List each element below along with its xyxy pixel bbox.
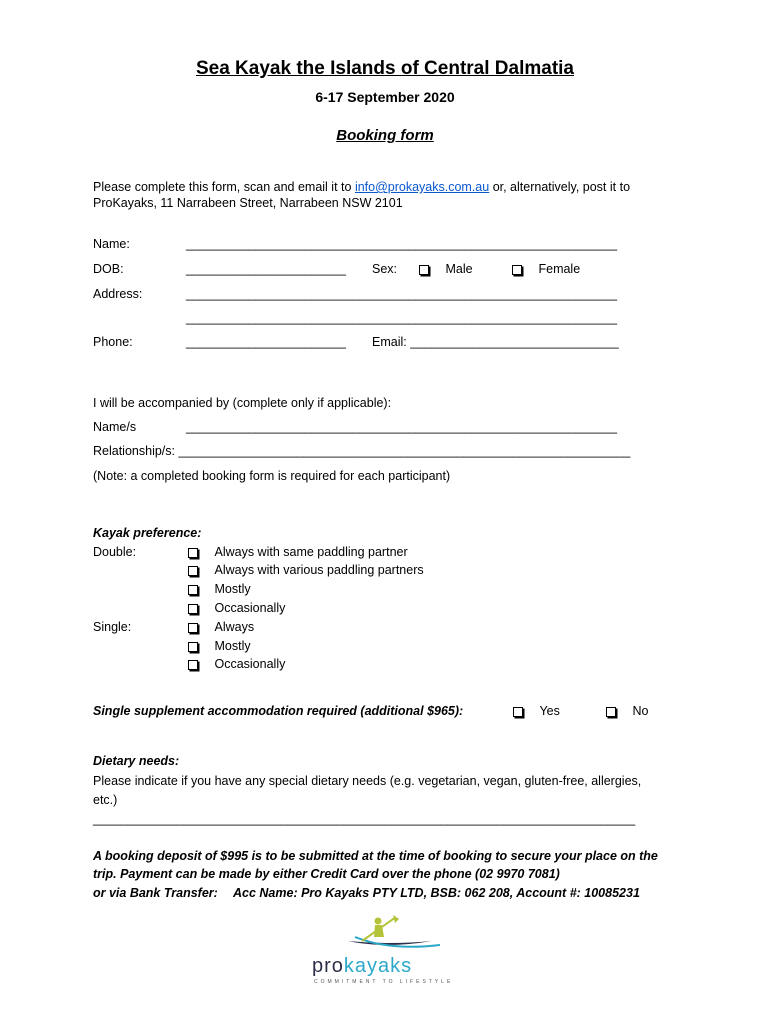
postal-address: ProKayaks, 11 Narrabeen Street, Narrabeen NSW 2101: [93, 196, 403, 210]
supplement-no-option[interactable]: [606, 704, 648, 718]
double-option[interactable]: [188, 563, 424, 577]
name-field[interactable]: ______________________________________________________________: [186, 237, 618, 251]
dietary-field[interactable]: ______________________________________________________________________________: [93, 812, 636, 826]
double-label: Double:: [93, 545, 137, 559]
form-title: Booking form: [336, 127, 434, 144]
single-option[interactable]: [188, 620, 254, 634]
checkbox-icon[interactable]: [188, 548, 198, 558]
relationship-field[interactable]: Relationship/s: _________________________________________________________________: [93, 444, 631, 458]
single-option[interactable]: [188, 657, 285, 671]
dietary-instructions: Please indicate if you have any special dietary needs (e.g. vegetarian, vegan, gluten-free, allergies,: [93, 774, 642, 788]
intro-prefix: Please complete this form, scan and email it to: [93, 180, 355, 194]
kayak-heading: Kayak preference:: [93, 526, 202, 540]
deposit-text: A booking deposit of $995 is to be submitted at the time of booking to secure your place on the: [93, 849, 658, 863]
page-title: Sea Kayak the Islands of Central Dalmatia: [195, 58, 575, 79]
logo-pro: pro: [312, 955, 344, 977]
checkbox-icon[interactable]: [606, 707, 616, 717]
option-label: Always with various paddling partners: [214, 563, 424, 577]
dob-label: DOB:: [93, 262, 124, 276]
name-label: Name:: [93, 237, 130, 251]
option-label: Always with same paddling partner: [214, 545, 408, 559]
address-label: Address:: [93, 287, 143, 301]
male-label: Male: [445, 262, 473, 276]
checkbox-icon[interactable]: [188, 623, 198, 633]
checkbox-icon[interactable]: [419, 265, 429, 275]
checkbox-icon[interactable]: [188, 642, 198, 652]
option-label: Always: [214, 620, 255, 634]
option-label: Occasionally: [214, 657, 286, 671]
bank-details: Acc Name: Pro Kayaks PTY LTD, BSB: 062 208, Account #: 10085231: [233, 886, 640, 900]
sex-female-option[interactable]: [512, 262, 580, 276]
supplement-yes-option[interactable]: [513, 704, 560, 718]
logo-kayaks: kayaks: [343, 955, 413, 977]
supplement-label: Single supplement accommodation required (additional $965):: [93, 704, 464, 718]
logo-tagline: COMMITMENT TO LIFESTYLE: [314, 979, 454, 985]
phone-field[interactable]: _______________________: [186, 335, 346, 349]
payment-text: trip. Payment can be made by either Credit Card over the phone (02 9970 7081): [93, 867, 560, 881]
email-field[interactable]: Email: ______________________________: [372, 335, 619, 349]
prokayaks-logo: [300, 915, 470, 987]
sex-label: Sex:: [372, 262, 398, 276]
checkbox-icon[interactable]: [188, 585, 198, 595]
dob-field[interactable]: _______________________: [186, 262, 346, 276]
single-option[interactable]: [188, 639, 251, 653]
checkbox-icon[interactable]: [512, 265, 522, 275]
companion-note: (Note: a completed booking form is required for each participant): [93, 469, 451, 483]
companion-heading: I will be accompanied by (complete only if applicable):: [93, 396, 392, 410]
dietary-instructions-cont: etc.): [93, 793, 118, 807]
checkbox-icon[interactable]: [188, 566, 198, 576]
double-option[interactable]: [188, 601, 285, 615]
checkbox-icon[interactable]: [188, 604, 198, 614]
dietary-heading: Dietary needs:: [93, 754, 180, 768]
single-label: Single:: [93, 620, 132, 634]
companion-names-field[interactable]: ______________________________________________________________: [186, 420, 618, 434]
phone-label: Phone:: [93, 335, 133, 349]
companion-names-label: Name/s: [93, 420, 137, 434]
address-field-2[interactable]: ______________________________________________________________: [186, 311, 618, 325]
checkbox-icon[interactable]: [513, 707, 523, 717]
intro-suffix: or, alternatively, post it to: [489, 180, 631, 194]
female-label: Female: [538, 262, 581, 276]
double-option[interactable]: [188, 545, 408, 559]
double-option[interactable]: [188, 582, 251, 596]
no-label: No: [632, 704, 649, 718]
option-label: Occasionally: [214, 601, 286, 615]
option-label: Mostly: [214, 582, 251, 596]
trip-dates: 6-17 September 2020: [315, 89, 455, 105]
sex-male-option[interactable]: [419, 262, 473, 276]
email-link[interactable]: info@prokayaks.com.au: [354, 180, 490, 194]
option-label: Mostly: [214, 639, 251, 653]
yes-label: Yes: [539, 704, 560, 718]
checkbox-icon[interactable]: [188, 660, 198, 670]
bank-transfer-label: or via Bank Transfer:: [93, 886, 218, 900]
address-field-1[interactable]: ______________________________________________________________: [186, 287, 618, 301]
intro-text: [93, 180, 630, 194]
